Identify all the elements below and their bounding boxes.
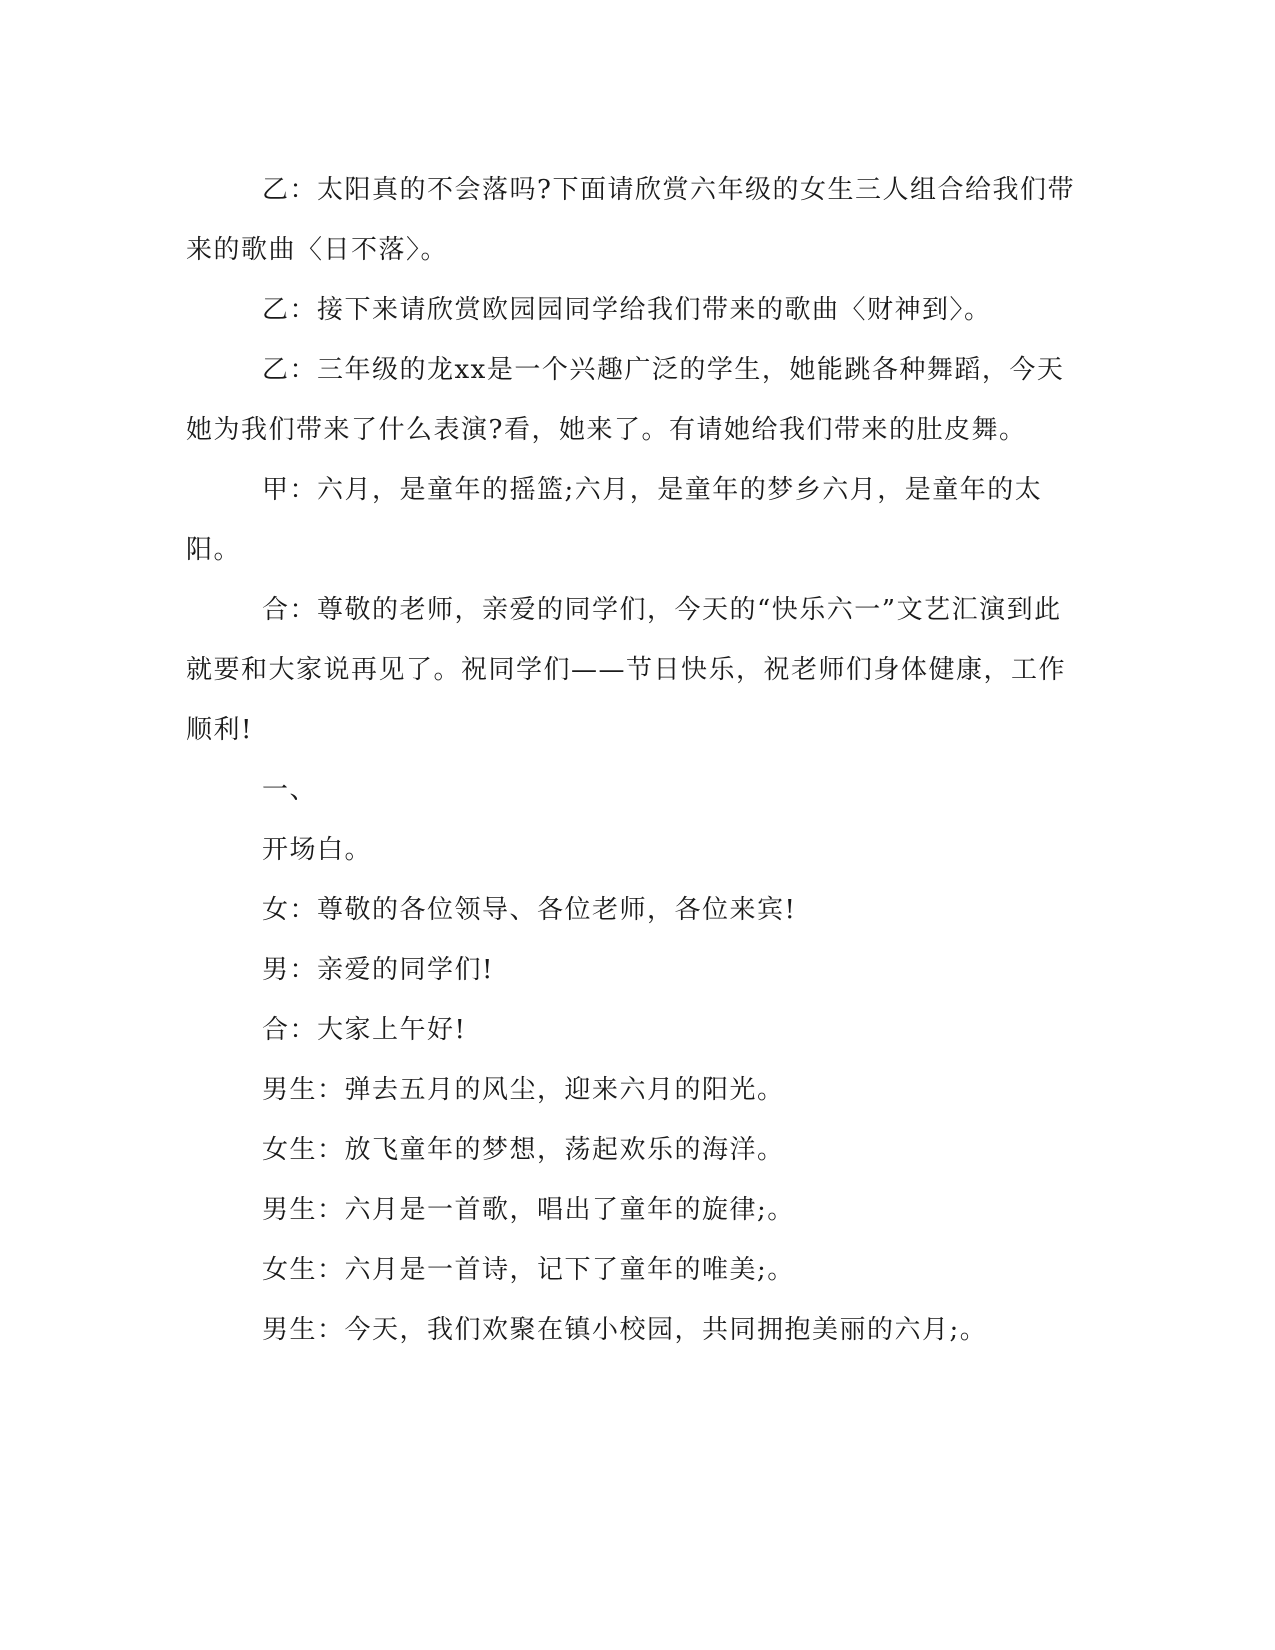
document-body	[186, 160, 1086, 1360]
paragraph-belly-dance: 乙：三年级的龙xx是一个兴趣广泛的学生，她能跳各种舞蹈，今天她为我们带来了什么表演?看，她来了。有请她给我们带来的肚皮舞。	[186, 355, 1065, 445]
paragraph-closing-remarks: 合：尊敬的老师，亲爱的同学们，今天的“快乐六一”文艺汇演到此就要和大家说再见了。祝同学们——节日快乐，祝老师们身体健康，工作顺利!	[186, 595, 1067, 745]
line-together-greeting: 合：大家上午好!	[262, 1015, 467, 1045]
paragraph-song-cai-shen-dao: 乙：接下来请欣赏欧园园同学给我们带来的歌曲〈财神到〉。	[262, 295, 992, 325]
line-boy-june-song: 男生：六月是一首歌，唱出了童年的旋律;。	[262, 1195, 795, 1225]
paragraph-june-sun: 甲：六月，是童年的摇篮;六月，是童年的梦乡六月，是童年的太阳。	[186, 475, 1043, 565]
line-girl-dreams: 女生：放飞童年的梦想，荡起欢乐的海洋。	[262, 1135, 785, 1165]
section-number: 一、	[262, 775, 318, 805]
line-female-greeting: 女：尊敬的各位领导、各位老师，各位来宾!	[262, 895, 797, 925]
line-boy-gathering: 男生：今天，我们欢聚在镇小校园，共同拥抱美丽的六月;。	[262, 1315, 988, 1345]
line-girl-june-poem: 女生：六月是一首诗，记下了童年的唯美;。	[262, 1255, 795, 1285]
line-boy-may-dust: 男生：弹去五月的风尘，迎来六月的阳光。	[262, 1075, 785, 1105]
paragraph-song-ri-bu-luo: 乙：太阳真的不会落吗?下面请欣赏六年级的女生三人组合给我们带来的歌曲〈日不落〉。	[186, 175, 1075, 265]
section-title-opening: 开场白。	[262, 835, 373, 865]
line-male-greeting: 男：亲爱的同学们!	[262, 955, 494, 985]
